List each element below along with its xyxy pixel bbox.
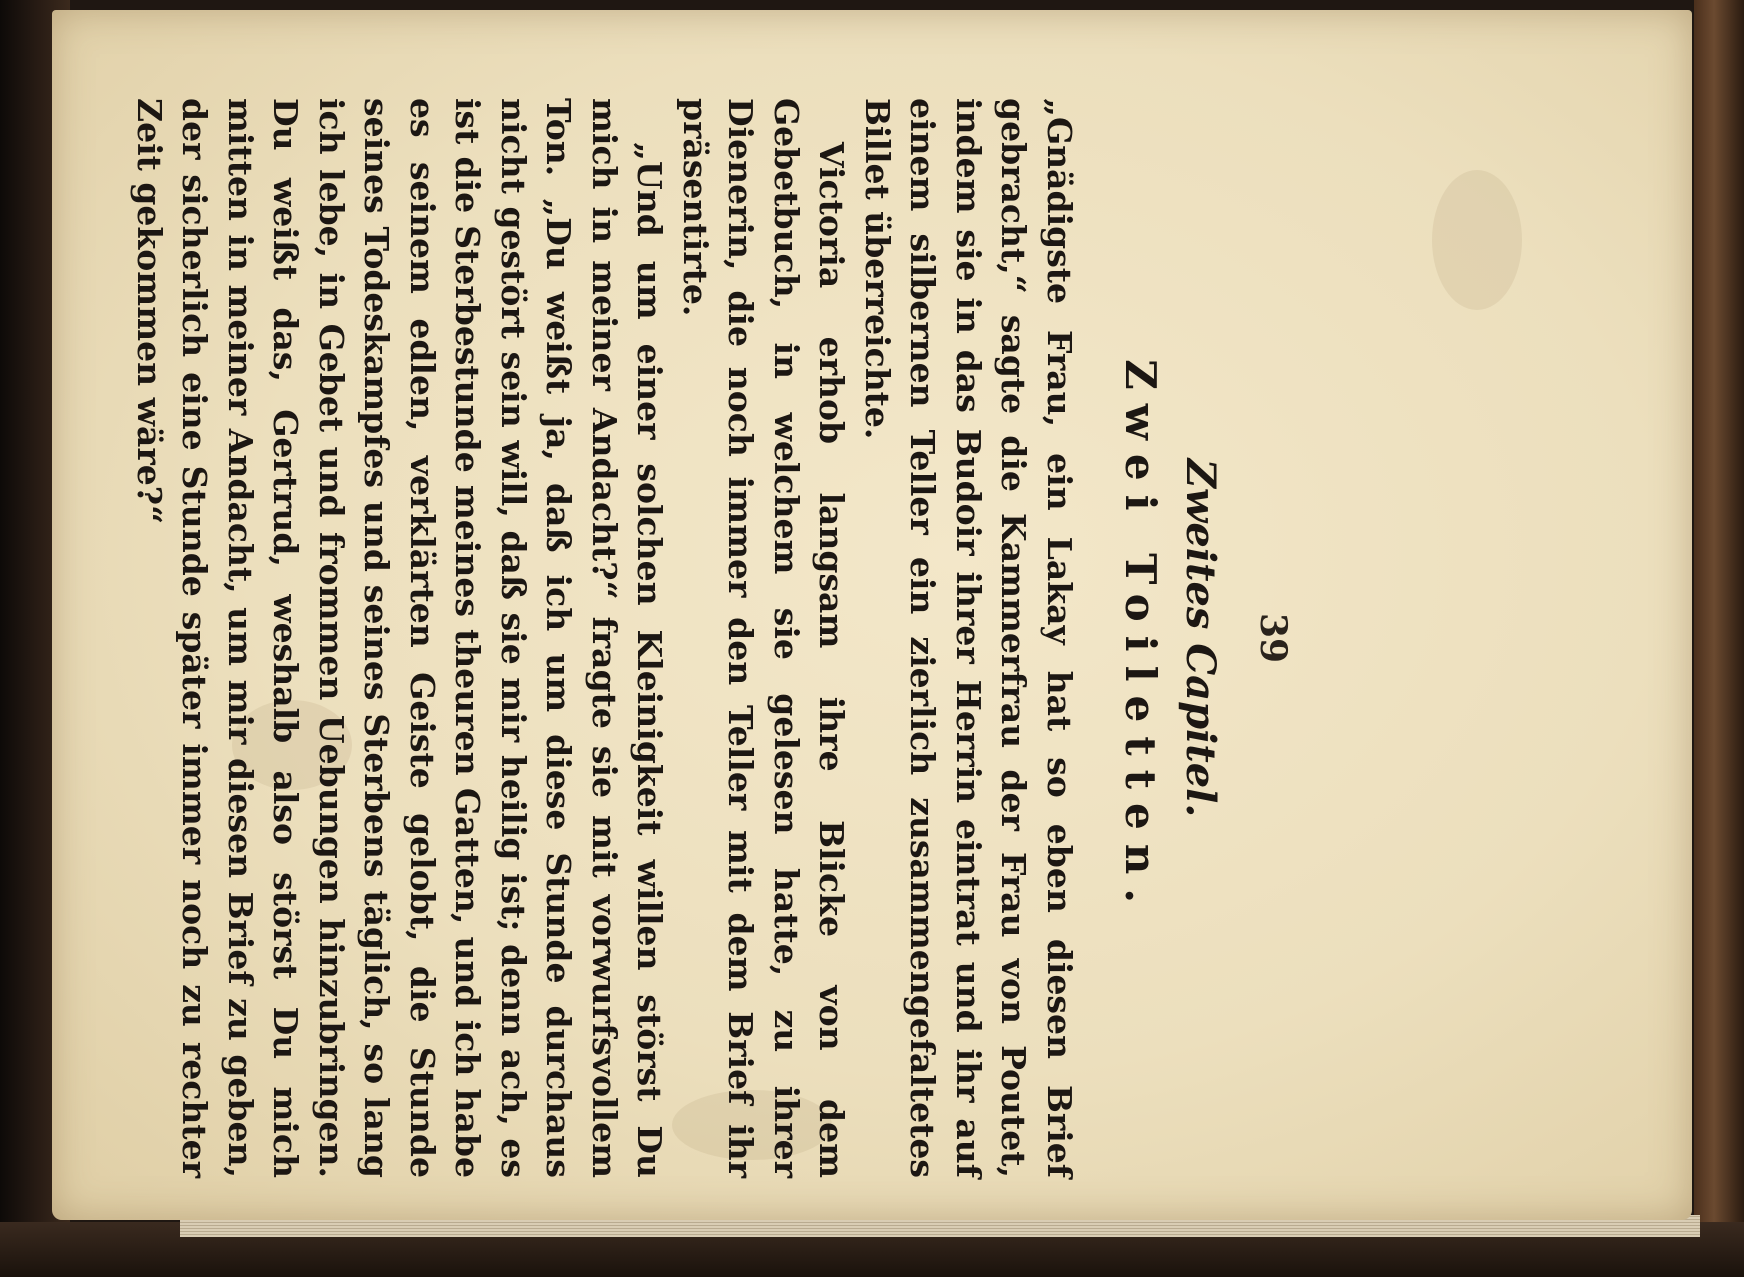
chapter-title: Zwei Toiletten. xyxy=(1116,359,1165,917)
paragraph: Victoria erhob langsam ihre Blicke von dem Gebetbuch, in welchem sie gelesen hatte, zu ihrer Dienerin, die noch immer den Teller mit dem Brief ihr präsentirte. xyxy=(676,98,852,1178)
book-cover-right xyxy=(1694,0,1744,1277)
body-text xyxy=(127,98,1083,1178)
paper-stain xyxy=(1432,170,1522,310)
page-number: 39 xyxy=(1252,612,1294,664)
rotated-page-content xyxy=(130,38,1302,1238)
chapter-heading: Zweites Capitel. xyxy=(1177,458,1224,818)
paragraph: „Gnädigste Frau, ein Lakay hat so eben diesen Brief gebracht,“ sagte die Kammerfrau der Frau von Poutet, indem sie in das Budoir ihrer Herrin eintrat und ihr auf einem silbernen Teller ein zierlich zusammengefaltetes Billet überreichte. xyxy=(858,98,1079,1178)
paragraph: „Und um einer solchen Kleinigkeit willen störst Du mich in meiner Andacht?“ fragte sie mit vorwurfsvollem Ton. „Du weißt ja, daß ich um diese Stunde durchaus nicht gestört sein will, daß sie mir heilig ist; denn ach, es ist die Sterbestunde meines theuren Gatten, und ich habe es seinem edlen, verklärten Geiste gelobt, die Stunde seines Todeskampfes und seines Sterbens täglich, so lang ich lebe, in Gebet und frommen Uebungen hinzubringen. Du weißt das, Gertrud, weshalb also störst Du mich mitten in meiner Andacht, um mir diesen Brief zu geben, der sicherlich eine Stunde später immer noch zu rechter Zeit gekommen wäre?“ xyxy=(130,98,670,1178)
